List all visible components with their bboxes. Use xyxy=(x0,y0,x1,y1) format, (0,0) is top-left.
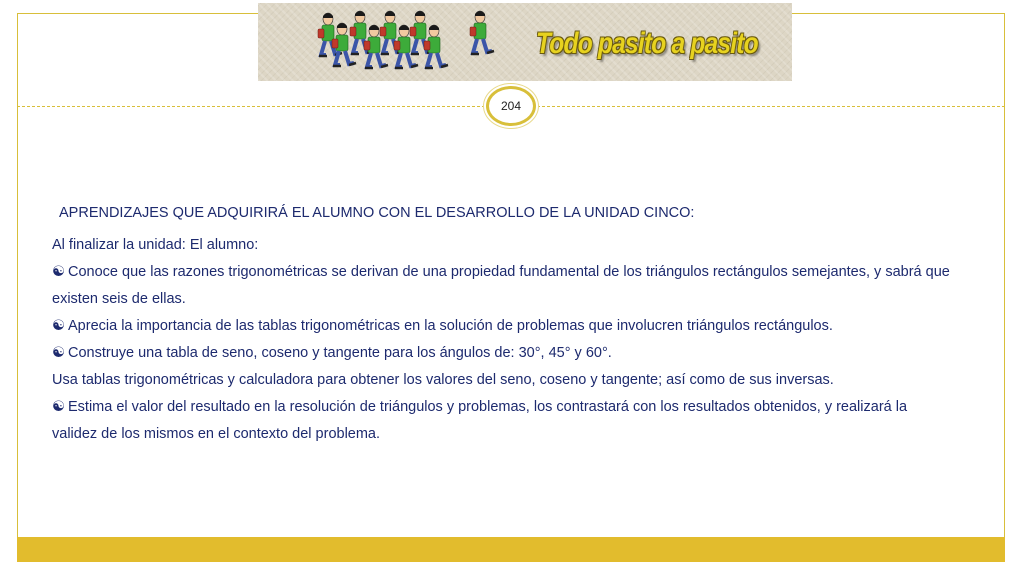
list-item xyxy=(52,313,952,340)
list-item xyxy=(52,340,952,367)
yin-yang-bullet-icon: ☯ xyxy=(52,318,65,334)
yin-yang-bullet-icon: ☯ xyxy=(52,264,65,280)
yin-yang-bullet-icon: ☯ xyxy=(52,345,65,361)
page-number-badge: 204 xyxy=(486,86,536,126)
learning-outcomes-list xyxy=(52,259,952,448)
section-heading: APRENDIZAJES QUE ADQUIRIRÁ EL ALUMNO CON EL DESARROLLO DE LA UNIDAD CINCO: xyxy=(59,205,695,221)
walker-figure xyxy=(424,25,448,68)
intro-text: Al finalizar la unidad: El alumno: xyxy=(52,237,259,253)
list-item-text: Aprecia la importancia de las tablas trigonométricas en la solución de problemas que involucren triángulos rectángulos. xyxy=(68,318,833,334)
list-item xyxy=(52,259,952,313)
content-body xyxy=(52,202,952,448)
footer-bar xyxy=(17,537,1005,562)
banner-title: Todo pasito a pasito xyxy=(536,27,758,60)
list-item-text: Construye una tabla de seno, coseno y tangente para los ángulos de: 30°, 45° y 60°. xyxy=(68,345,612,361)
walking-figures-illustration xyxy=(258,3,528,81)
list-item xyxy=(52,367,952,394)
list-item-text: Conoce que las razones trigonométricas se derivan de una propiedad fundamental de los triángulos rectángulos semejantes, y sabrá que existen seis de ellas. xyxy=(52,264,950,307)
list-item xyxy=(52,394,952,448)
walker-figure xyxy=(470,11,494,54)
list-item-text: Usa tablas trigonométricas y calculadora para obtener los valores del seno, coseno y tangente; así como de sus inversas. xyxy=(52,372,834,388)
yin-yang-bullet-icon: ☯ xyxy=(52,399,65,415)
list-item-text: Estima el valor del resultado en la resolución de triángulos y problemas, los contrastará con los resultados obtenidos, y realizará la validez de los mismos en el contexto del problema. xyxy=(52,399,908,442)
